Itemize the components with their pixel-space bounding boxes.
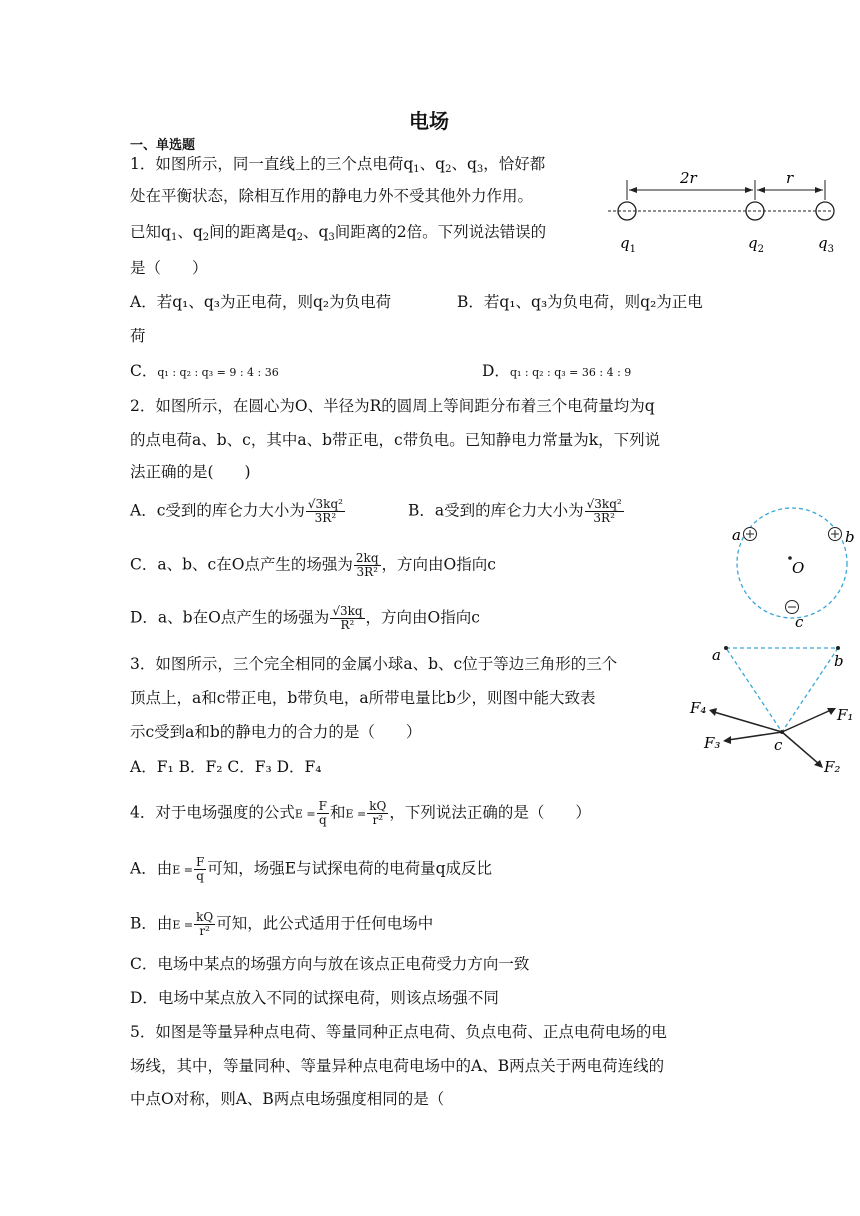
q2-option-b-fraction: $\frac{\text{√3kq²}}{\text{3R²}}$ — [586, 497, 622, 525]
q1-option-b-cont: 荷 — [130, 327, 146, 345]
q1-line-2: 处在平衡状态，除相互作用的静电力外不受其他外力作用。 — [130, 187, 534, 205]
q2-fig-label-c: c — [795, 613, 804, 630]
q4-line-1: 4．对于电场强度的公式E = $\frac{F}{q}$ 和E = $\frac{kQ}{\text{r²}}$ ，下列说法正确的是（ ） — [130, 799, 591, 827]
q1-line-1: 1．如图所示，同一直线上的三个点电荷$q_1$、$q_2$、$q_3$，恰好都 — [130, 155, 546, 175]
q2-option-d-fraction: $\frac{√3kq}{\text{R²}}$ — [332, 604, 363, 632]
q4-formula-f-over-q: $\frac{F}{q}$ — [318, 799, 327, 827]
section-heading: 一、单选题 — [130, 138, 196, 153]
q3-figure — [686, 638, 858, 780]
q1-line-4: 是（ ） — [130, 259, 208, 277]
q4-option-d: D．电场中某点放入不同的试探电荷，则该点场强不同 — [130, 989, 499, 1007]
q1-fig-distance-r: r — [786, 169, 794, 187]
q2-figure — [728, 500, 858, 630]
q3-line-1: 3．如图所示，三个完全相同的金属小球a、b、c位于等边三角形的三个 — [130, 655, 618, 673]
q3-line-3: 示c受到a和b的静电力的合力的是（ ） — [130, 723, 422, 741]
q4-option-a: A．由E = $\frac{F}{q}$ 可知，场强E与试探电荷的电荷量q成反比 — [130, 855, 493, 883]
q2-line-1: 2．如图所示，在圆心为O、半径为R的圆周上等间距分布着三个电荷量均为q — [130, 397, 655, 415]
q2-option-c-fraction: $\frac{2kq}{\text{3R²}}$ — [355, 551, 379, 579]
q2-line-2: 的点电荷a、b、c，其中a、b带正电，c带负电。已知静电力常量为k，下列说 — [130, 431, 661, 449]
q3-fig-label-f3: F₃ — [704, 734, 721, 752]
q1-fig-label-q1: $q_1$ — [620, 234, 636, 255]
q2-option-b: B．a受到的库仑力大小为 $\frac{\text{√3kq²}}{\text{3R²}}$ — [408, 497, 622, 525]
q5-line-2: 场线，其中，等量同种、等量异种点电荷电场中的A、B两点关于两电荷连线的 — [130, 1057, 665, 1075]
q3-fig-label-f4: F₄ — [690, 699, 707, 717]
q2-fig-label-a: a — [732, 526, 741, 544]
q5-line-1: 5．如图是等量异种点电荷、等量同种正点电荷、负点电荷、正点电荷电场的电 — [130, 1023, 667, 1041]
q3-fig-label-f2: F₂ — [824, 758, 841, 776]
q3-fig-label-b: b — [834, 652, 844, 670]
q1-option-c: C．q₁ : q₂ : q₃ = 9 : 4 : 36 — [130, 362, 279, 380]
q4-formula-kq-over-r2: $\frac{kQ}{\text{r²}}$ — [369, 799, 387, 827]
q3-fig-label-c: c — [774, 736, 783, 754]
q1-fig-distance-2r: 2r — [680, 169, 697, 187]
q1-fig-label-q3: $q_3$ — [818, 234, 834, 255]
q1-fig-label-q2: $q_2$ — [748, 234, 764, 255]
q3-options: A．F₁ B．F₂ C．F₃ D．F₄ — [130, 758, 322, 776]
q1-option-b: B．若q₁、q₃为负电荷，则q₂为正电 — [457, 293, 703, 311]
q1-option-d: D．q₁ : q₂ : q₃ = 36 : 4 : 9 — [482, 362, 632, 380]
q1-line-3: 已知$q_1$、$q_2$间的距离是$q_2$、$q_3$间距离的2倍。下列说法错误的 — [130, 223, 547, 243]
page-title: 电场 — [409, 109, 449, 133]
q2-option-a: A．c受到的库仑力大小为 $\frac{\text{√3kq²}}{\text{3R²}}$ — [130, 497, 343, 525]
q2-option-a-fraction: $\frac{\text{√3kq²}}{\text{3R²}}$ — [307, 497, 343, 525]
q3-fig-label-f1: F₁ — [837, 706, 854, 724]
q3-line-2: 顶点上，a和c带正电，b带负电，a所带电量比b少，则图中能大致表 — [130, 689, 596, 707]
q4-option-c: C．电场中某点的场强方向与放在该点正电荷受力方向一致 — [130, 955, 530, 973]
q2-fig-label-b: b — [845, 528, 855, 546]
q4-option-b-formula: $\frac{kQ}{\text{r²}}$ — [196, 910, 214, 938]
q4-option-a-formula: $\frac{F}{q}$ — [195, 855, 205, 883]
q1-figure — [600, 160, 840, 260]
q1-option-a: A．若q₁、q₃为正电荷，则q₂为负电荷 — [130, 293, 392, 311]
q2-option-c: C．a、b、c在O点产生的场强为 $\frac{2kq}{\text{3R²}}$ ，方向由O指向c — [130, 551, 496, 579]
q4-option-b: B．由E = $\frac{kQ}{\text{r²}}$ 可知，此公式适用于任何电场中 — [130, 910, 434, 938]
q2-option-d: D．a、b在O点产生的场强为 $\frac{√3kq}{\text{R²}}$ ，方向由O指向c — [130, 604, 480, 632]
q3-fig-label-a: a — [712, 646, 721, 664]
q5-line-3: 中点O对称，则A、B两点电场强度相同的是（ — [130, 1090, 445, 1108]
q2-line-3: 法正确的是( ) — [130, 463, 251, 481]
q2-fig-label-o: O — [792, 559, 805, 577]
